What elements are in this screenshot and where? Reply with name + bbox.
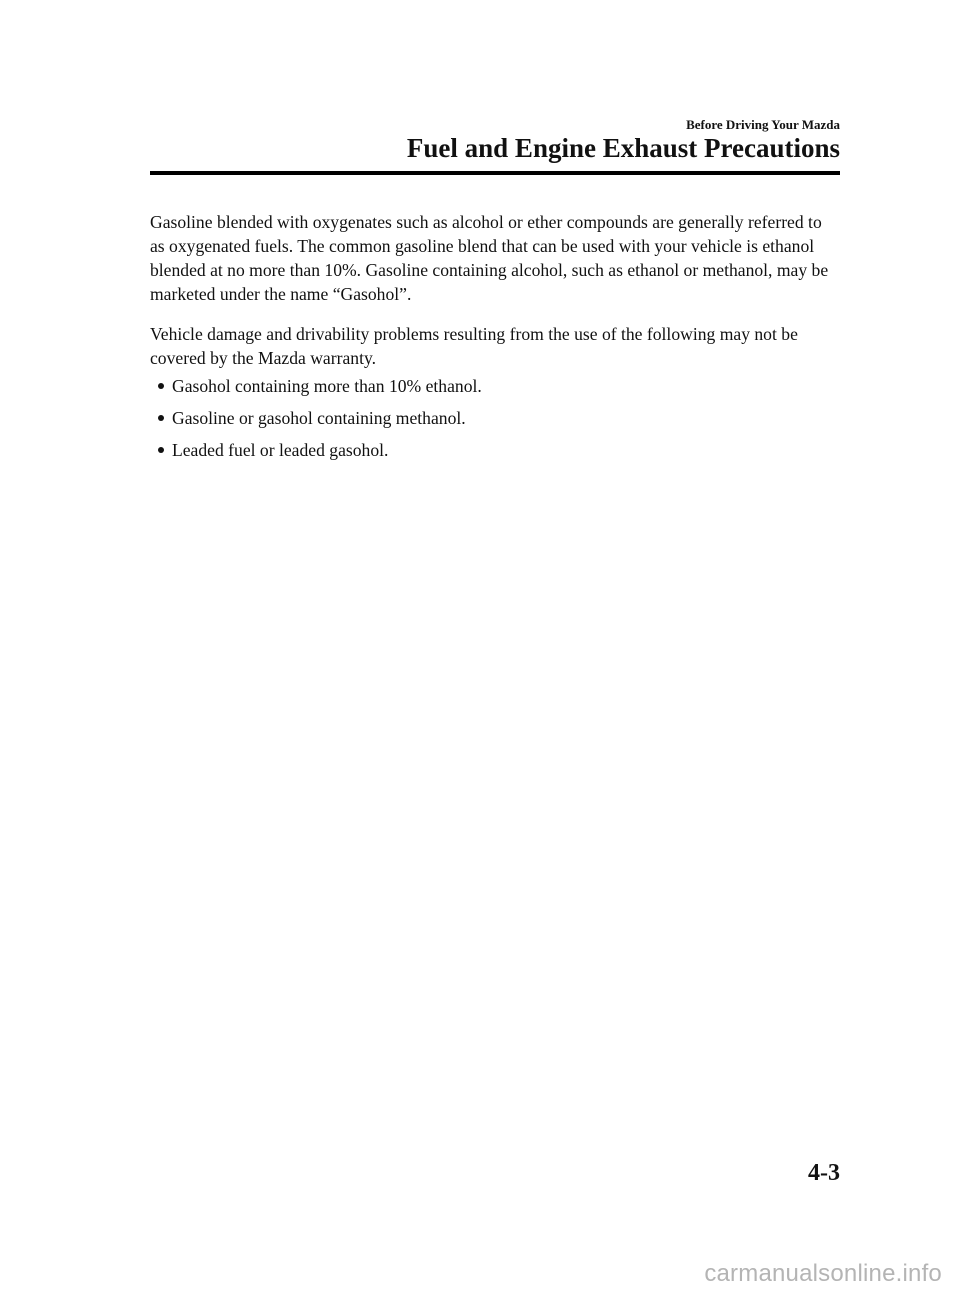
list-item bbox=[158, 406, 840, 430]
section-label: Before Driving Your Mazda bbox=[686, 117, 840, 132]
list-item-text: Gasohol containing more than 10% ethanol. bbox=[172, 376, 482, 396]
page-number: 4-3 bbox=[808, 1160, 840, 1186]
list-item-text: Leaded fuel or leaded gasohol. bbox=[172, 440, 389, 460]
paragraph-warranty-note: Vehicle damage and drivability problems resulting from the use of the following may not be covered by the Mazda warranty. bbox=[150, 324, 798, 368]
bullet-icon bbox=[158, 415, 164, 421]
page-content bbox=[150, 210, 840, 470]
list-item bbox=[158, 374, 840, 398]
watermark: carmanualsonline.info bbox=[704, 1260, 942, 1287]
page-title: Fuel and Engine Exhaust Precautions bbox=[406, 133, 840, 163]
list-item-text: Gasoline or gasohol containing methanol. bbox=[172, 408, 466, 428]
list-item bbox=[158, 438, 840, 462]
paragraph-oxygenated-fuels: Gasoline blended with oxygenates such as alcohol or ether compounds are generally referred to as oxygenated fuels. The common gasoline blend that can be used with your vehicle is ethanol blended at no more than 10%. Gasoline containing alcohol, such as ethanol or methanol, may be marketed under the name “Gasohol”. bbox=[150, 212, 829, 304]
bullet-icon bbox=[158, 447, 164, 453]
header-rule bbox=[150, 171, 840, 175]
fuel-warning-list bbox=[150, 374, 840, 462]
page-header bbox=[150, 0, 840, 178]
bullet-icon bbox=[158, 383, 164, 389]
